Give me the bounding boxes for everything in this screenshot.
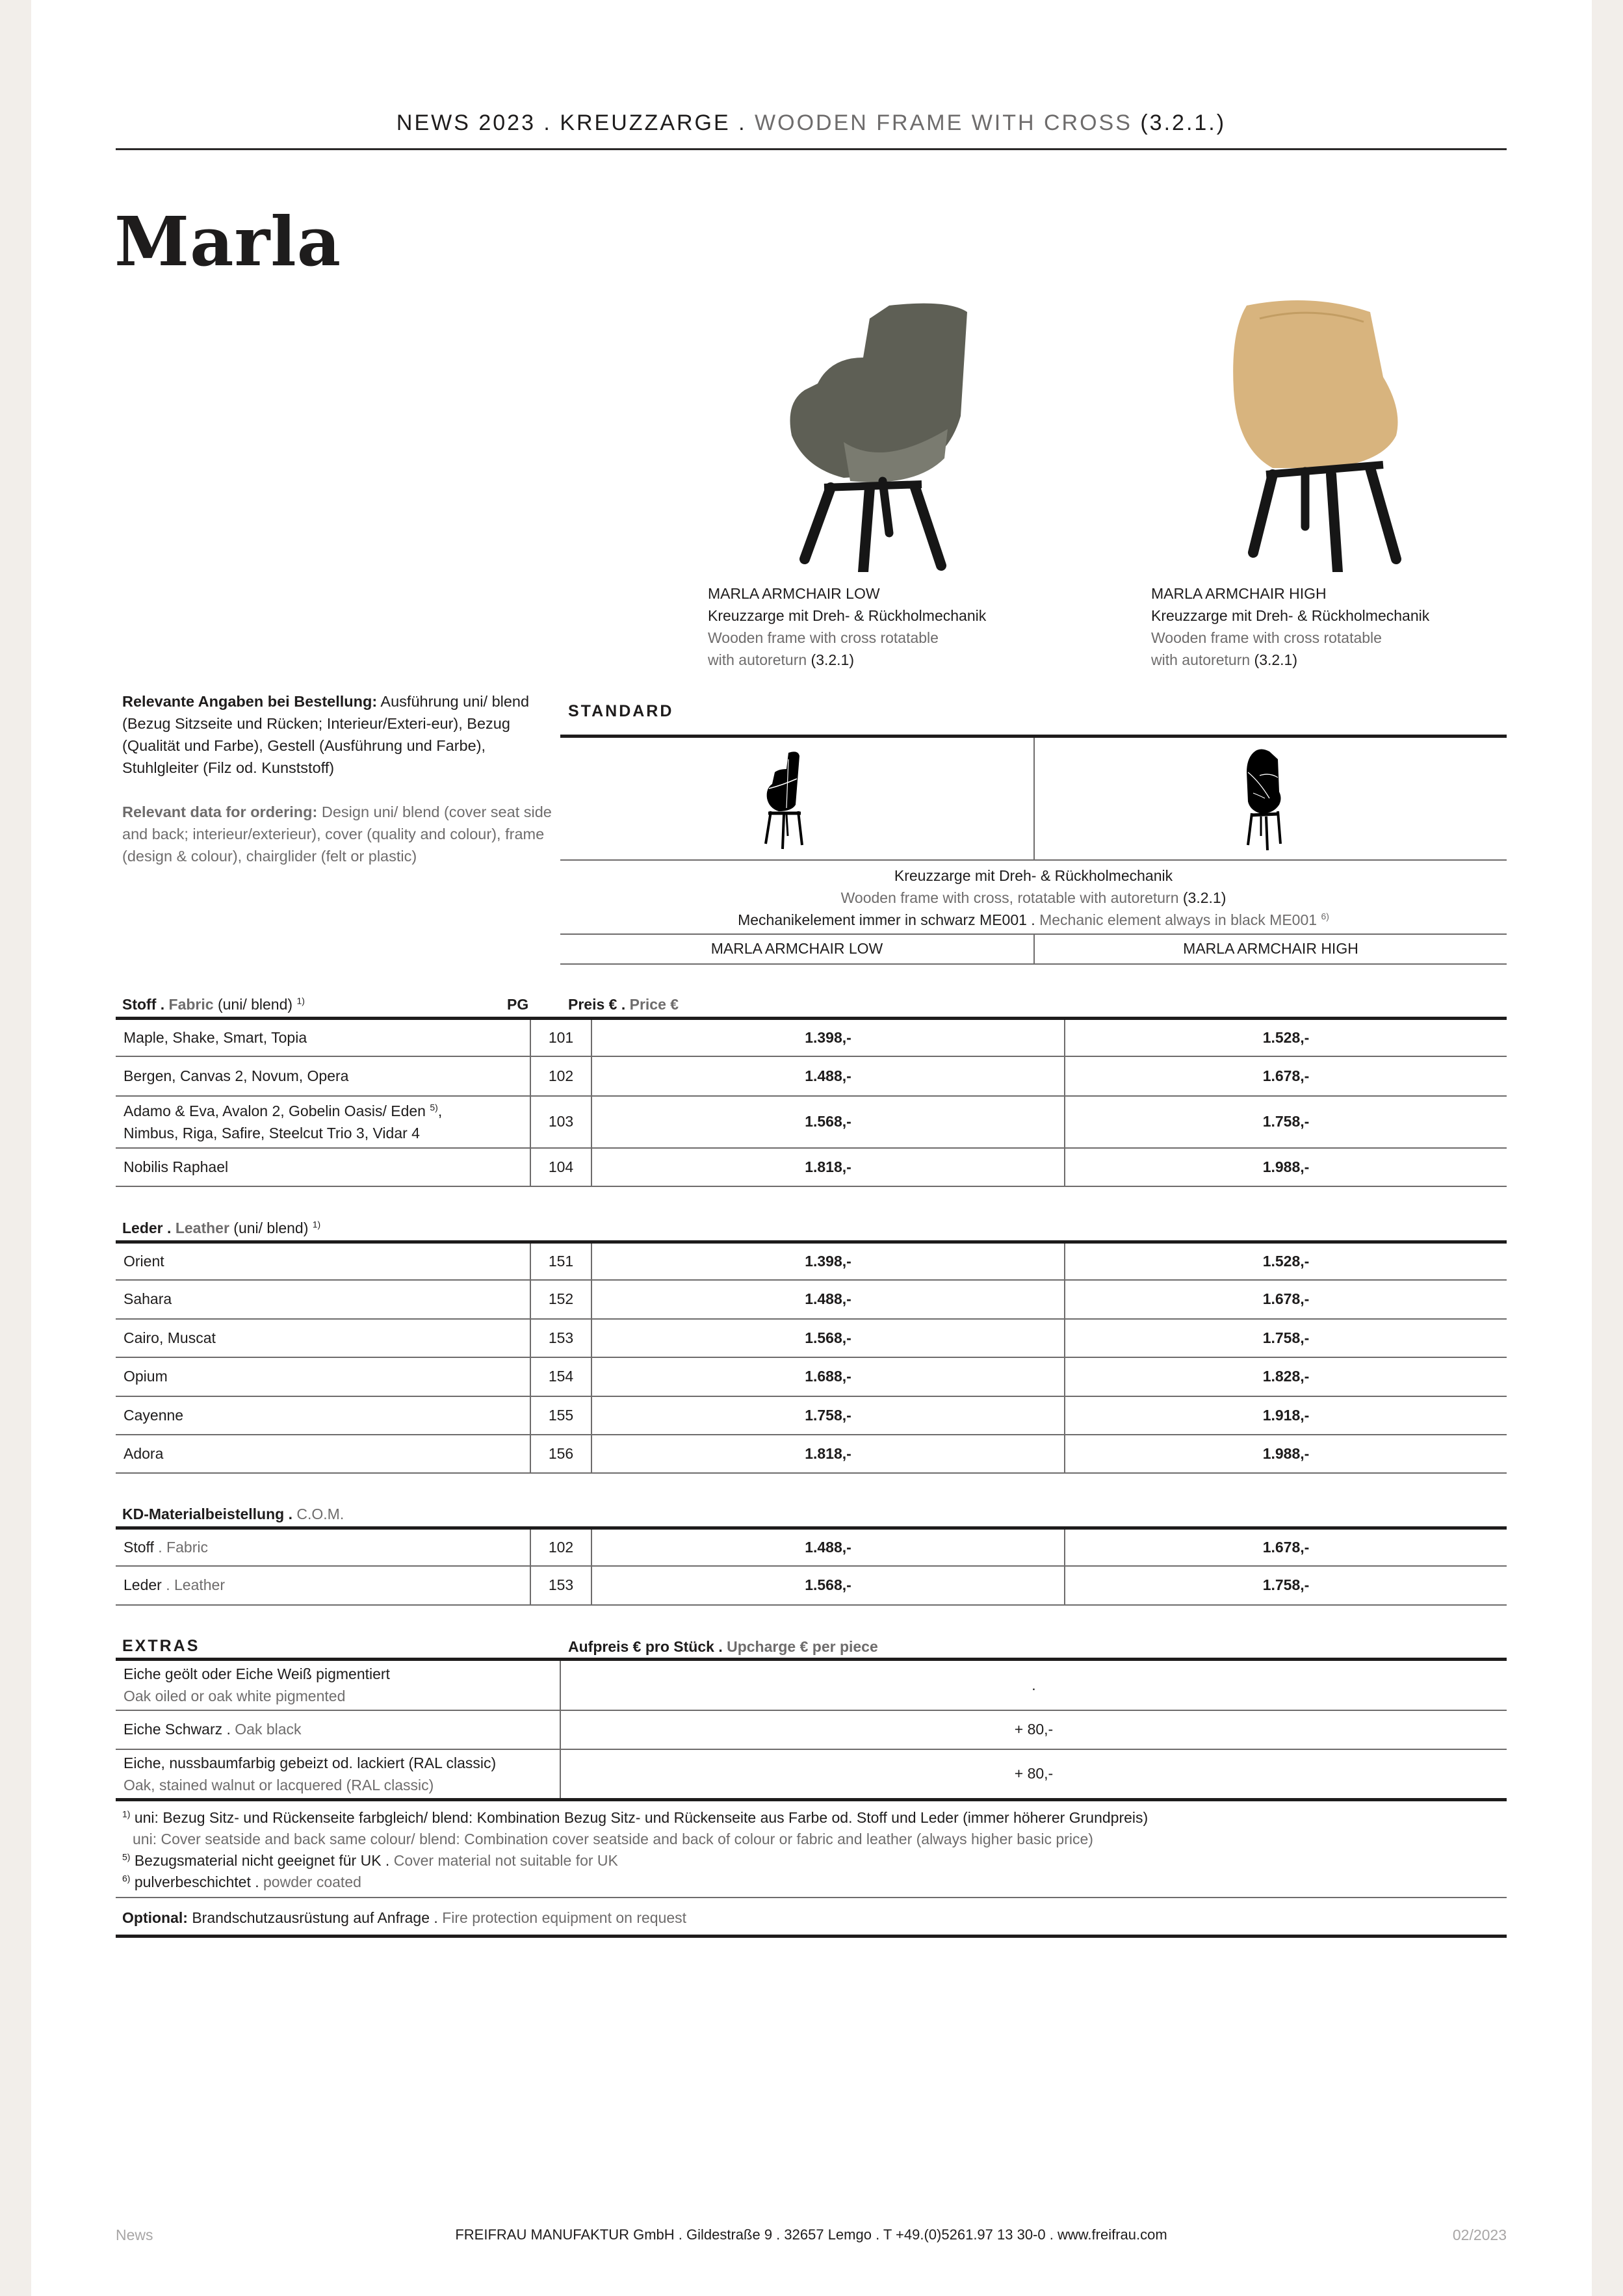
optional-note: Optional: Brandschutzausrüstung auf Anfrage . Fire protection equipment on request <box>122 1909 687 1926</box>
product-desc-en: Wooden frame with cross rotatable <box>708 629 939 646</box>
divider <box>116 1897 1507 1898</box>
upcharge-header: Aufpreis € pro Stück . Upcharge € per piece <box>568 1638 878 1655</box>
table-row <box>116 1280 1507 1319</box>
price-low: 1.568,- <box>591 1319 1065 1357</box>
ordering-info-en: Relevant data for ordering: Design uni/ blend (cover seat side and back; interieur/exterieur), cover (quality and colour), frame (design & colour), chairglider (felt or plastic) <box>122 803 552 865</box>
price-group: 102 <box>530 1528 591 1566</box>
chair-low-silhouette-icon <box>753 746 818 850</box>
product-desc-en: Wooden frame with cross rotatable <box>1151 629 1382 646</box>
footer-date: 02/2023 <box>1452 2226 1507 2243</box>
divider <box>1033 738 1035 860</box>
footnotes <box>122 1807 1507 1893</box>
extra-price: . <box>560 1660 1507 1710</box>
header-code: (3.2.1.) <box>1140 111 1227 135</box>
price-group: 151 <box>530 1242 591 1280</box>
table-row <box>116 1148 1507 1186</box>
product-code: (3.2.1) <box>811 651 855 668</box>
extra-name: Eiche, nussbaumfarbig gebeizt od. lackiert (RAL classic) Oak, stained walnut or lacquered (RAL classic) <box>116 1749 560 1800</box>
com-price-table <box>116 1526 1507 1606</box>
footnote-5: $^{5)}$ Bezugsmaterial nicht geeignet für UK . Cover material not suitable for UK <box>122 1851 618 1869</box>
material-name: Orient <box>116 1242 530 1280</box>
extras-table <box>116 1658 1507 1801</box>
extras-title: EXTRAS <box>122 1637 200 1655</box>
divider <box>116 1935 1507 1938</box>
price-group: 101 <box>530 1019 591 1056</box>
divider <box>560 859 1507 861</box>
material-name: Maple, Shake, Smart, Topia <box>116 1019 530 1056</box>
price-high: 1.758,- <box>1065 1319 1507 1357</box>
price-group: 153 <box>530 1566 591 1605</box>
product-code: (3.2.1) <box>1254 651 1298 668</box>
price-high: 1.758,- <box>1065 1566 1507 1605</box>
product-caption-high <box>1151 582 1429 671</box>
standard-desc-de: Kreuzzarge mit Dreh- & Rückholmechanik <box>894 867 1173 884</box>
header-series: NEWS 2023 . KREUZZARGE . <box>396 111 755 135</box>
table-row <box>116 1660 1507 1710</box>
price-low: 1.568,- <box>591 1096 1065 1148</box>
material-name: Stoff . Fabric <box>116 1528 530 1566</box>
material-name: Leder . Leather <box>116 1566 530 1605</box>
standard-code: (3.2.1) <box>1182 889 1227 906</box>
product-desc-en: with autoreturn <box>1151 651 1254 668</box>
material-name: Cairo, Muscat <box>116 1319 530 1357</box>
standard-section-title: STANDARD <box>568 702 674 720</box>
table-row <box>116 1528 1507 1566</box>
product-family-title: Marla <box>114 202 342 281</box>
material-name: Adamo & Eva, Avalon 2, Gobelin Oasis/ Eden $^{5)}$, Nimbus, Riga, Safire, Steelcut Trio 3, Vidar 4 <box>116 1096 530 1148</box>
extra-price: + 80,- <box>560 1749 1507 1800</box>
price-low: 1.488,- <box>591 1528 1065 1566</box>
divider <box>560 963 1507 965</box>
fabric-section-header: Stoff . Fabric (uni/ blend) $^{1)}$ <box>122 995 305 1013</box>
price-low: 1.568,- <box>591 1566 1065 1605</box>
table-row <box>116 1435 1507 1473</box>
price-group: 153 <box>530 1319 591 1357</box>
table-row <box>116 1566 1507 1605</box>
com-section-header: KD-Materialbeistellung . C.O.M. <box>122 1506 344 1522</box>
price-low: 1.758,- <box>591 1396 1065 1435</box>
ordering-info <box>122 690 564 889</box>
price-high: 1.678,- <box>1065 1280 1507 1319</box>
fabric-price-table <box>116 1017 1507 1187</box>
price-high: 1.528,- <box>1065 1019 1507 1056</box>
product-caption-low <box>708 582 986 671</box>
price-list-page <box>31 0 1592 2296</box>
price-high: 1.678,- <box>1065 1528 1507 1566</box>
header-divider <box>116 148 1507 150</box>
price-header: Preis € . Price € <box>568 996 679 1013</box>
mechanic-note-de: Mechanikelement immer in schwarz ME001 . <box>738 911 1040 928</box>
price-group: 155 <box>530 1396 591 1435</box>
table-row <box>116 1019 1507 1056</box>
footnote-1-en: uni: Cover seatside and back same colour/ blend: Combination cover seatside and back of colour or fabric and leather (always higher basic price) <box>133 1831 1093 1847</box>
footnote-6: $^{6)}$ pulverbeschichtet . powder coated <box>122 1873 361 1890</box>
column-header-high: MARLA ARMCHAIR HIGH <box>1183 940 1358 957</box>
table-row <box>116 1056 1507 1096</box>
footnote-1: $^{1)}$ uni: Bezug Sitz- und Rückenseite farbgleich/ blend: Kombination Bezug Sitz- und Rückenseite aus Farbe od. Stoff und Leder (immer höherer Grundpreis) <box>122 1808 1149 1826</box>
price-low: 1.688,- <box>591 1357 1065 1396</box>
column-header-low: MARLA ARMCHAIR LOW <box>710 940 883 957</box>
extra-price: + 80,- <box>560 1710 1507 1749</box>
extra-name: Eiche geölt oder Eiche Weiß pigmentiert Oak oiled or oak white pigmented <box>116 1660 560 1710</box>
armchair-low-photo <box>753 293 987 572</box>
material-name: Bergen, Canvas 2, Novum, Opera <box>116 1056 530 1096</box>
table-row <box>116 1749 1507 1800</box>
price-high: 1.828,- <box>1065 1357 1507 1396</box>
standard-desc-en: Wooden frame with cross, rotatable with autoreturn <box>840 889 1183 906</box>
material-name: Adora <box>116 1435 530 1473</box>
product-name: MARLA ARMCHAIR HIGH <box>1151 585 1327 602</box>
material-name: Cayenne <box>116 1396 530 1435</box>
material-name: Sahara <box>116 1280 530 1319</box>
table-row <box>116 1242 1507 1280</box>
standard-description: Kreuzzarge mit Dreh- & Rückholmechanik Wooden frame with cross, rotatable with autoreturn (3.2.1) Mechanikelement immer in schwarz ME001 . Mechanic element always in black ME001 $^{6)}$ <box>560 865 1507 931</box>
mechanic-note-en: Mechanic element always in black ME001 <box>1039 911 1321 928</box>
price-low: 1.398,- <box>591 1242 1065 1280</box>
table-row <box>116 1319 1507 1357</box>
price-group: 102 <box>530 1056 591 1096</box>
armchair-high-photo <box>1201 293 1435 572</box>
price-high: 1.988,- <box>1065 1148 1507 1186</box>
price-high: 1.758,- <box>1065 1096 1507 1148</box>
price-group: 103 <box>530 1096 591 1148</box>
table-row <box>116 1096 1507 1148</box>
product-desc-de: Kreuzzarge mit Dreh- & Rückholmechanik <box>1151 607 1430 624</box>
material-name: Nobilis Raphael <box>116 1148 530 1186</box>
footer-section-label: News <box>116 2226 153 2243</box>
price-group: 156 <box>530 1435 591 1473</box>
price-group: 104 <box>530 1148 591 1186</box>
price-high: 1.528,- <box>1065 1242 1507 1280</box>
price-low: 1.398,- <box>591 1019 1065 1056</box>
leather-section-header: Leder . Leather (uni/ blend) $^{1)}$ <box>122 1219 321 1236</box>
price-group: 152 <box>530 1280 591 1319</box>
price-low: 1.818,- <box>591 1435 1065 1473</box>
price-high: 1.678,- <box>1065 1056 1507 1096</box>
price-low: 1.818,- <box>591 1148 1065 1186</box>
table-row <box>116 1710 1507 1749</box>
price-high: 1.918,- <box>1065 1396 1507 1435</box>
price-group-header: PG <box>507 996 529 1013</box>
table-row <box>116 1357 1507 1396</box>
header-english: WOODEN FRAME WITH CROSS <box>755 111 1141 135</box>
ordering-info-de: Relevante Angaben bei Bestellung: Ausführung uni/ blend (Bezug Sitzseite und Rücken; Interieur/Exteri-eur), Bezug (Qualität und Farbe), Gestell (Ausführung und Farbe), Stuhlgleiter (Filz od. Kunststoff) <box>122 693 530 776</box>
product-desc-de: Kreuzzarge mit Dreh- & Rückholmechanik <box>708 607 987 624</box>
price-group: 154 <box>530 1357 591 1396</box>
chair-high-silhouette-icon <box>1234 746 1299 850</box>
product-name: MARLA ARMCHAIR LOW <box>708 585 880 602</box>
extra-name: Eiche Schwarz . Oak black <box>116 1710 560 1749</box>
leather-price-table <box>116 1240 1507 1474</box>
footer-company-address: FREIFRAU MANUFAKTUR GmbH . Gildestraße 9 . 32657 Lemgo . T +49.(0)5261.97 13 30-0 . www.freifrau.com <box>455 2226 1167 2243</box>
material-name: Opium <box>116 1357 530 1396</box>
table-row <box>116 1396 1507 1435</box>
page-header <box>116 111 1507 136</box>
price-high: 1.988,- <box>1065 1435 1507 1473</box>
price-low: 1.488,- <box>591 1056 1065 1096</box>
price-low: 1.488,- <box>591 1280 1065 1319</box>
product-desc-en: with autoreturn <box>708 651 811 668</box>
